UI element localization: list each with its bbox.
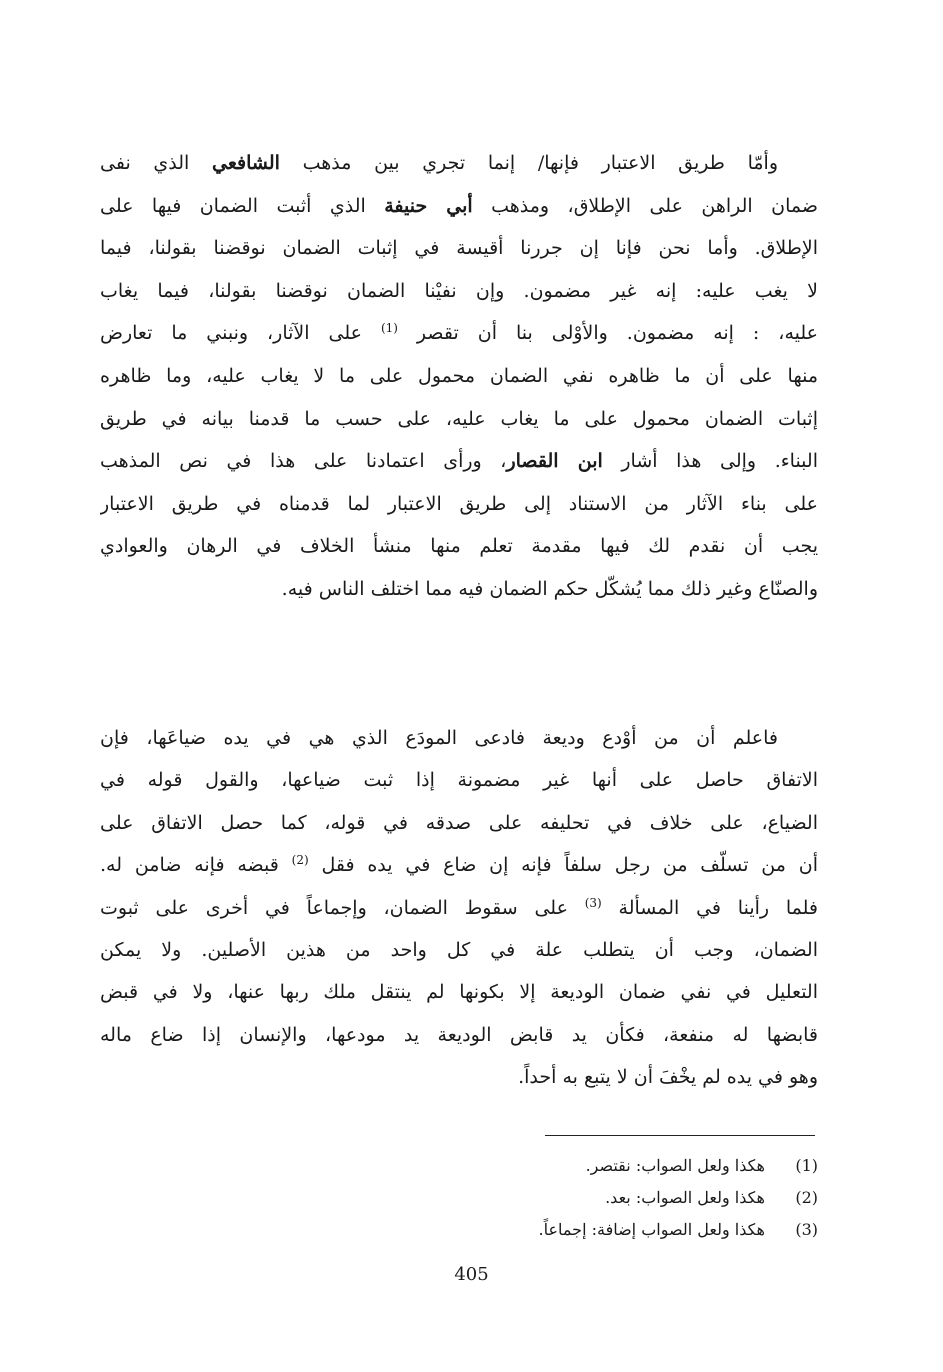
footnote-marker: (3) [584, 895, 602, 910]
footnote-text: هكذا ولعل الصواب: بعد. [605, 1188, 765, 1207]
text-line: فاعلم أن من أوْدع وديعة فادعى المودَع الذي هي في يده ضياعَها، فإن [100, 727, 778, 749]
text-line: الاتفاق حاصل على أنها غير مضمونة إذا ثبت ضياعها، والقول قوله في [100, 769, 818, 792]
text-line: يجب أن نقدم لك فيها مقدمة تعلم منها منشأ الخلاف في الرهان والعوادي [100, 535, 818, 558]
text-line: فلما رأينا في المسألة $^{(3)}$ على سقوط الضمان، وإجماعاً في أخرى على ثبوت [100, 895, 818, 919]
footnote-number: (3) [795, 1220, 818, 1239]
text-line: البناء. وإلى هذا أشار ابن القصار، ورأى اعتمادنا على هذا في نص المذهب [100, 450, 818, 473]
text-line: والصنّاع وغير ذلك مما يُشكّل حكم الضمان فيه مما اختلف الناس فيه. [281, 577, 818, 600]
text-line: إثبات الضمان محمول على ما يغاب عليه، على حسب ما قدمنا بيانه في طريق [100, 407, 818, 430]
text-line: الضياع، على خلاف في تحليفه على صدقه في قوله، كما حصل الاتفاق على [100, 811, 818, 834]
footnote-number: (2) [795, 1188, 818, 1207]
text-line: قابضها له منفعة، فكأن يد قابض الوديعة يد مودعها، والإنسان إذا ضاع ماله [100, 1023, 818, 1046]
footnote [300, 1214, 818, 1246]
footnote [300, 1150, 818, 1182]
text-line: عليه، : إنه مضمون. والأوْلى بنا أن تقصر $^{(1)}$ على الآثار، ونبني ما تعارض [100, 321, 818, 345]
bold-name: أبي حنيفة [384, 194, 473, 217]
text-line: التعليل في نفي ضمان الوديعة إلا بكونها لم ينتقل ملك ربها عنها، ولا في قبض [100, 981, 818, 1004]
footnote-marker: (1) [380, 321, 398, 336]
footnote-marker: (2) [291, 853, 309, 868]
text-line: وأمّا طريق الاعتبار فإنها/ إنما تجري بين مذهب الشافعي الذي نفى [100, 152, 778, 174]
text-line: وهو في يده لم يخْفَ أن لا يتبع به أحداً. [518, 1066, 818, 1089]
paragraph-1 [100, 142, 818, 611]
text-line: الضمان، وجب أن يتطلب علة في كل واحد من هذين الأصلين. ولا يمكن [100, 938, 818, 961]
footnote-text: هكذا ولعل الصواب: نقتصر. [585, 1156, 765, 1175]
bold-name: الشافعي [212, 152, 280, 174]
page-number: 405 [454, 1264, 489, 1285]
text-line: الإطلاق. وأما نحن فإنا إن جررنا أقيسة في إثبات الضمان نوقضنا بقولنا، فيما [100, 237, 818, 260]
text-line: على بناء الآثار من الاستناد إلى طريق الاعتبار لما قدمناه في طريق الاعتبار [100, 492, 818, 515]
text-line: منها على أن ما ظاهره نفي الضمان محمول على ما لا يغاب عليه، وما ظاهره [100, 364, 818, 387]
text-line: ضمان الراهن على الإطلاق، ومذهب أبي حنيفة الذي أثبت الضمان فيها على [100, 194, 818, 217]
footnote-number: (1) [795, 1156, 818, 1175]
text-line: لا يغب عليه: إنه غير مضمون. وإن نفيْنا الضمان نوقضنا بقولنا، فيما يغاب [100, 279, 818, 302]
bold-name: ابن القصار [506, 450, 603, 473]
paragraph-2 [100, 717, 818, 1099]
text-line: أن من تسلّف من رجل سلفاً فإنه إن ضاع في يده فقل $^{(2)}$ قبضه فإنه ضامن له. [100, 853, 818, 877]
footnote-text: هكذا ولعل الصواب إضافة: إجماعاً. [538, 1220, 765, 1239]
footnote-separator [545, 1135, 815, 1136]
footnote [300, 1182, 818, 1214]
footnotes [300, 1150, 818, 1246]
